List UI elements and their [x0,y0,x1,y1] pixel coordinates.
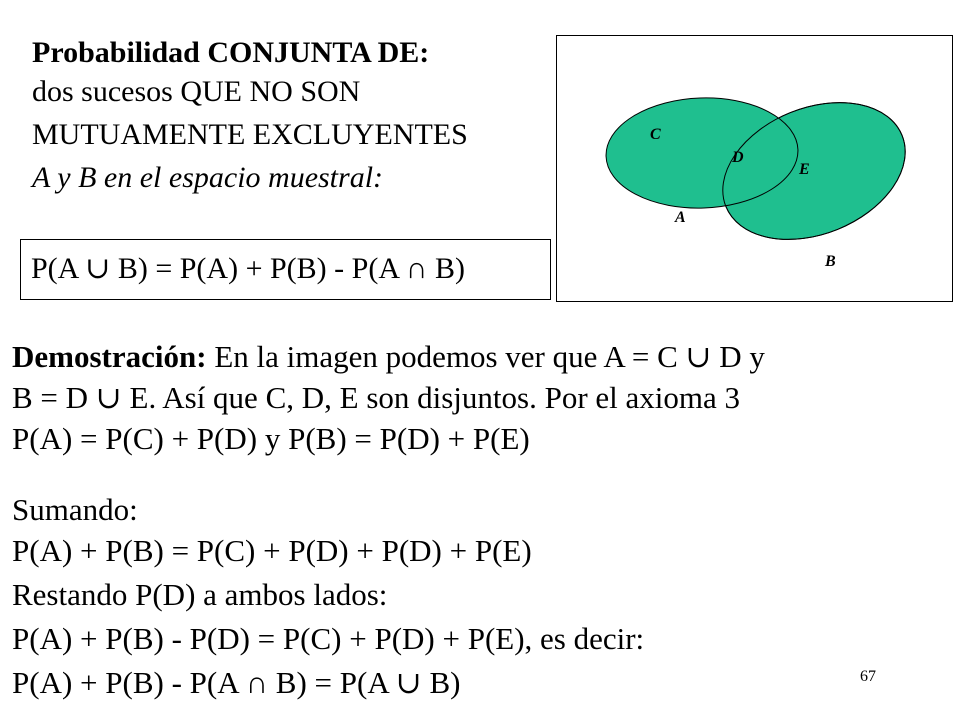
venn-label-d: D [732,149,744,166]
sum-equation: P(A) + P(B) = P(C) + P(D) + P(D) + P(E) [12,533,532,568]
venn-diagram-frame [556,35,953,302]
venn-diagram [557,36,954,303]
subtract-equation: P(A) + P(B) - P(D) = P(C) + P(D) + P(E), es decir: [12,621,645,656]
demo-line-1 [12,337,765,377]
heading-line-3: MUTUAMENTE EXCLUYENTES [32,118,468,151]
page-number: 67 [860,668,876,685]
sum-label: Sumando: [12,492,138,527]
venn-label-b: B [825,253,836,270]
heading-line-2: dos sucesos QUE NO SON [32,75,361,108]
venn-label-c: C [650,126,661,143]
formula-main: P(A ∪ B) = P(A) + P(B) - P(A ∩ B) [31,252,466,285]
subtract-label: Restando P(D) a ambos lados: [12,577,388,612]
final-equation: P(A) + P(B) - P(A ∩ B) = P(A ∪ B) [12,665,461,700]
heading-line-4: A y B en el espacio muestral: [32,161,384,194]
venn-label-a: A [675,209,686,226]
demo-line-1-text: En la imagen podemos ver que A = C ∪ D y [206,339,765,374]
demo-label: Demostración: [12,339,207,374]
demo-line-2: B = D ∪ E. Así que C, D, E son disjuntos. Por el axioma 3 [12,380,741,415]
slide-title: Probabilidad CONJUNTA DE: [32,36,430,69]
demo-line-3: P(A) = P(C) + P(D) y P(B) = P(D) + P(E) [12,421,530,456]
venn-label-e: E [799,161,810,178]
formula-box [20,239,551,300]
